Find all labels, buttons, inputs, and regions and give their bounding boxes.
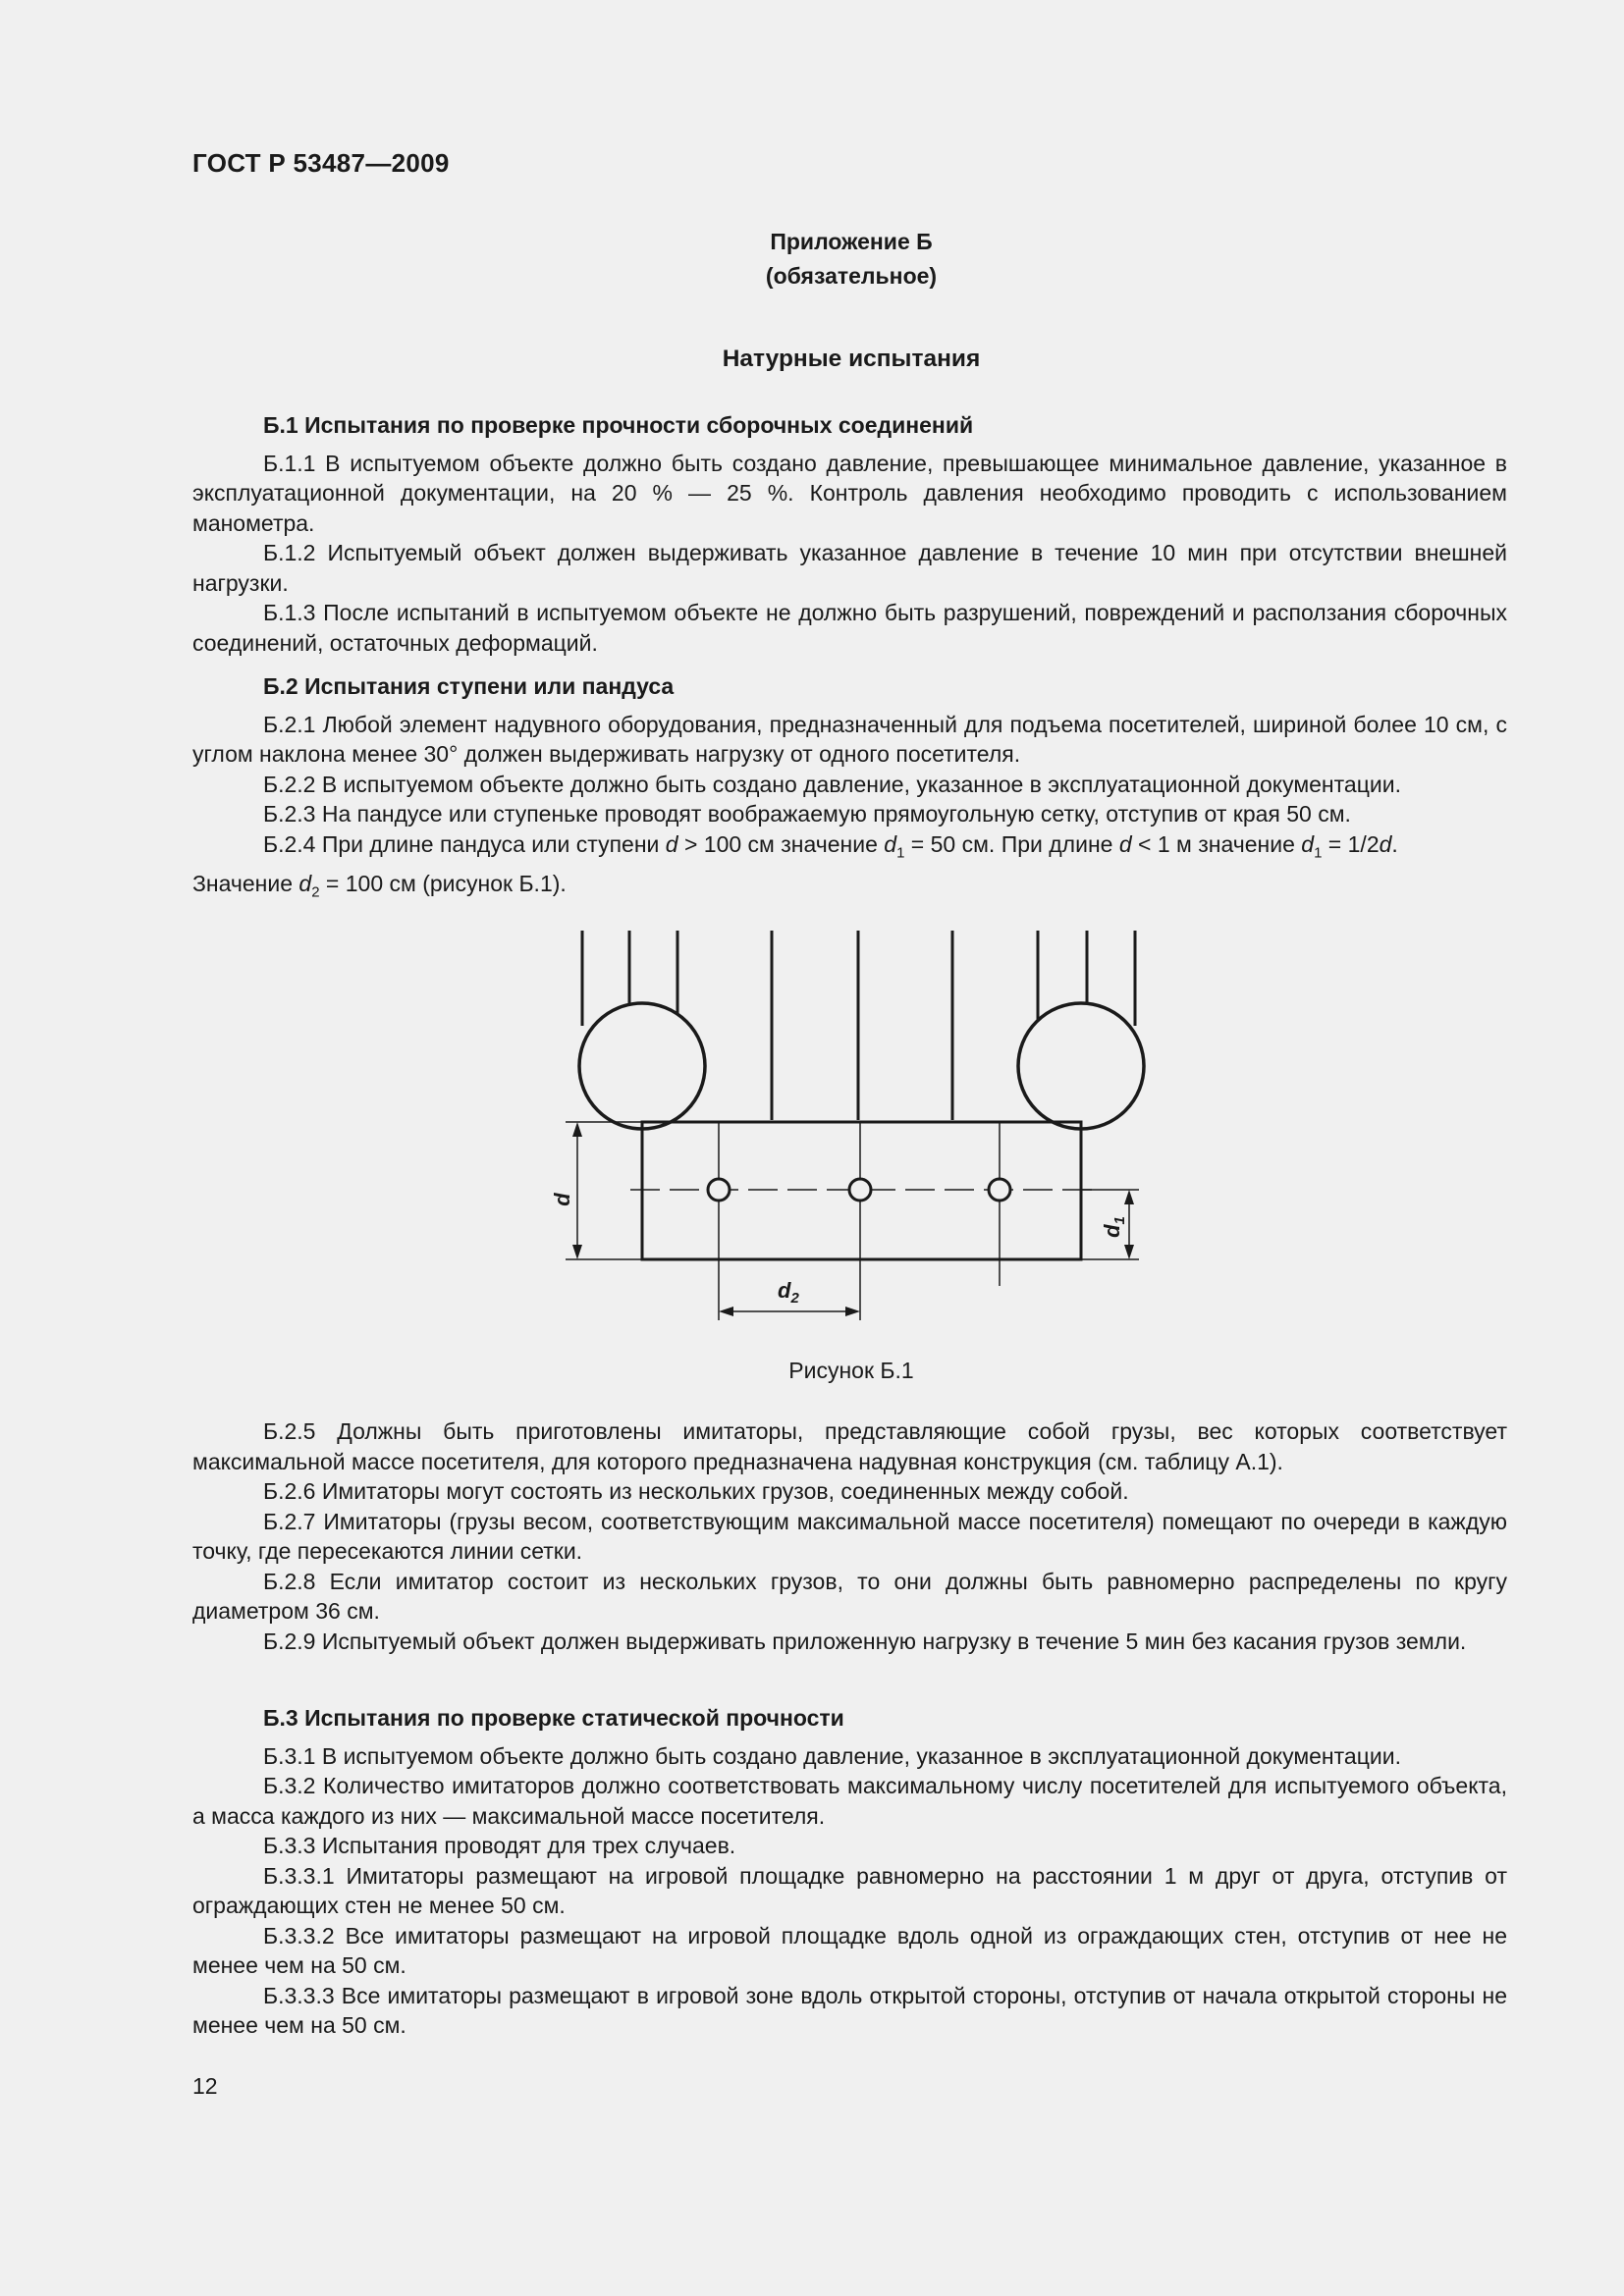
load-point [989, 1179, 1010, 1201]
section-b2-continued [192, 1416, 1507, 1656]
section-heading: Б.1 Испытания по проверке прочности сборочных соединений [263, 412, 974, 438]
arrowhead [1124, 1190, 1134, 1204]
paragraph-b24: Б.2.4 При длине пандуса или ступени d > 100 см значение $d_1 = 50$ см. При длине d < 1 м значение $d_1 = 1/2d$. [263, 830, 1398, 862]
paragraph-b24-cont: Значение $d_2 = 100$ см (рисунок Б.1). [192, 870, 567, 901]
arrowhead [719, 1307, 733, 1316]
section-heading: Б.2 Испытания ступени или пандуса [263, 673, 675, 699]
arrowhead [845, 1307, 860, 1316]
paragraph: Б.3.3.2 Все имитаторы размещают на игровой площадке вдоль одной из ограждающих стен, отступив от нее не менее чем на 50 см. [192, 1922, 1507, 1978]
section-heading: Б.3 Испытания по проверке статической прочности [263, 1705, 844, 1731]
arrowhead [572, 1245, 582, 1259]
appendix-heading [0, 225, 1624, 294]
label-d2: $d_2$ [778, 1278, 799, 1307]
load-point [849, 1179, 871, 1201]
paragraph: Б.1.1 В испытуемом объекте должно быть создано давление, превышающее минимальное давление, указанное в эксплуатационной документации, на 20 % — 25 %. Контроль давления необходимо проводить с использованием манометра. [192, 450, 1507, 536]
paragraph: Б.2.6 Имитаторы могут состоять из нескольких грузов, соединенных между собой. [263, 1478, 1129, 1504]
section-b2 [192, 671, 1507, 908]
paragraph: Б.3.1 В испытуемом объекте должно быть создано давление, указанное в эксплуатационной документации. [263, 1742, 1401, 1769]
appendix-title: Приложение Б [770, 229, 933, 254]
paragraph: Б.2.3 На пандусе или ступеньке проводят воображаемую прямоугольную сетку, отступив от края 50 см. [263, 801, 1351, 827]
paragraph: Б.2.1 Любой элемент надувного оборудования, предназначенный для подъема посетителей, шириной более 10 см, с углом наклона менее 30° должен выдерживать нагрузку от одного посетителя. [192, 711, 1507, 767]
paragraph: Б.2.8 Если имитатор состоит из нескольких грузов, то они должны быть равномерно распределены по кругу диаметром 36 см. [192, 1568, 1507, 1624]
document-header: ГОСТ Р 53487—2009 [192, 148, 450, 178]
paragraph: Б.3.3.1 Имитаторы размещают на игровой площадке равномерно на расстоянии 1 м друг от друга, отступив от ограждающих стен не менее 50 см. [192, 1862, 1507, 1918]
main-title: Натурные испытания [722, 346, 981, 372]
figure-caption: Рисунок Б.1 [788, 1358, 914, 1383]
arrowhead [1124, 1245, 1134, 1259]
left-circle [579, 1003, 705, 1129]
right-circle [1018, 1003, 1144, 1129]
paragraph: Б.3.2 Количество имитаторов должно соответствовать максимальному числу посетителей для испытуемого объекта, а масса каждого из них — максимальной массе посетителя. [192, 1773, 1507, 1829]
paragraph: Б.2.5 Должны быть приготовлены имитаторы, представляющие собой грузы, вес которых соответствует максимальной массе посетителя, для которого предназначена надувная конструкция (см. таблицу А.1). [192, 1418, 1507, 1474]
paragraph: Б.2.2 В испытуемом объекте должно быть создано давление, указанное в эксплуатационной документации. [263, 771, 1401, 797]
appendix-subtitle: (обязательное) [765, 263, 938, 289]
paragraph: Б.2.9 Испытуемый объект должен выдерживать приложенную нагрузку в течение 5 мин без касания грузов земли. [263, 1628, 1467, 1654]
paragraph: Б.1.3 После испытаний в испытуемом объекте не должно быть разрушений, повреждений и расползания сборочных соединений, остаточных деформаций. [192, 600, 1507, 656]
load-point [708, 1179, 730, 1201]
label-d1: $d_1$ [1100, 1216, 1128, 1238]
arrowhead [572, 1122, 582, 1137]
paragraph: Б.2.7 Имитаторы (грузы весом, соответствующим максимальной массе посетителя) помещают по очереди в каждую точку, где пересекаются линии сетки. [192, 1508, 1507, 1564]
figure-b1 [550, 923, 1159, 1335]
paragraph: Б.3.3.3 Все имитаторы размещают в игровой зоне вдоль открытой стороны, отступив от начала открытой стороны не менее чем на 50 см. [192, 1982, 1507, 2038]
page-number: 12 [192, 2073, 218, 2099]
paragraph: Б.3.3 Испытания проводят для трех случаев. [263, 1833, 736, 1858]
label-d: d [550, 1193, 574, 1206]
paragraph: Б.1.2 Испытуемый объект должен выдерживать указанное давление в течение 10 мин при отсутствии внешней нагрузки. [192, 540, 1507, 596]
section-b1 [192, 410, 1507, 658]
section-b3 [192, 1703, 1507, 2041]
